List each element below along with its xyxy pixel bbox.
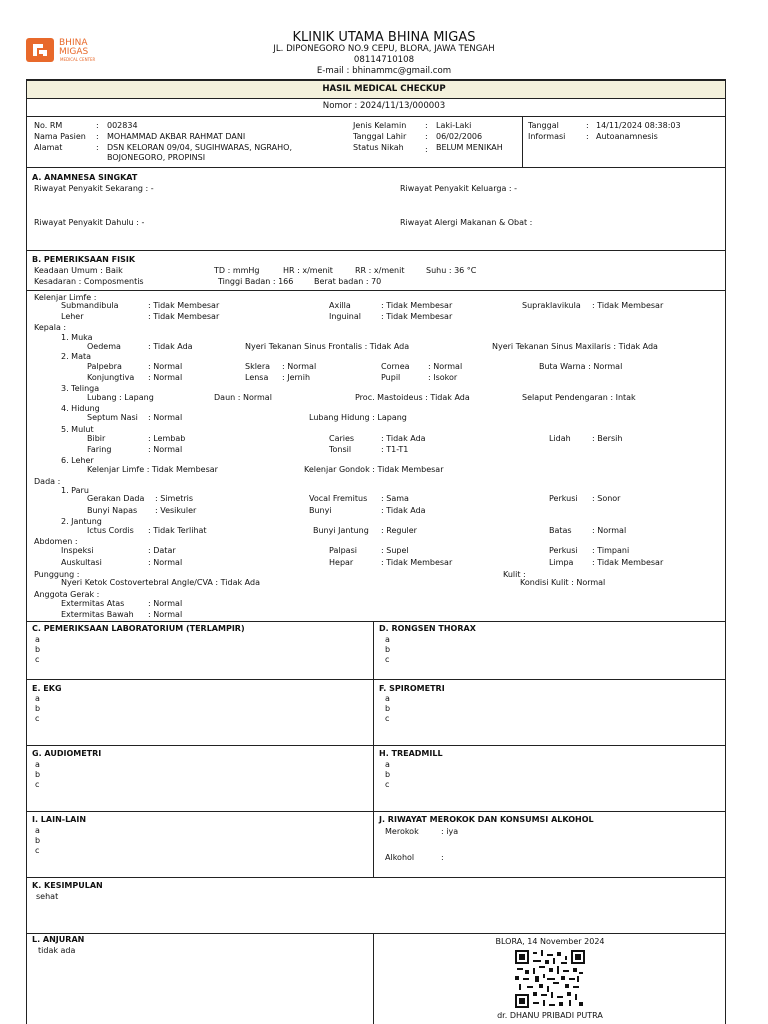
colon: : (586, 132, 589, 141)
gender-label: Jenis Kelamin (353, 121, 407, 130)
muka-heading: 1. Muka (61, 333, 93, 342)
section-a-heading: A. ANAMNESA SINGKAT (32, 173, 138, 182)
mulut-heading: 5. Mulut (61, 425, 94, 434)
section-l-heading: L. ANJURAN (32, 935, 85, 944)
limpa-value: : Tidak Membesar (592, 558, 664, 567)
palpebra-value: : Normal (148, 362, 183, 371)
info-label: Informasi (528, 132, 566, 141)
lidah-value: : Bersih (592, 434, 623, 443)
axilla-value: : Tidak Membesar (381, 301, 453, 310)
leher-label: Leher (61, 312, 84, 321)
gerakan-label: Gerakan Dada (87, 494, 145, 503)
alkohol-label: Alkohol (385, 853, 415, 862)
ekg-item-c: c (35, 714, 40, 723)
lubang: Lubang : Lapang (87, 393, 154, 402)
bunyi-value: : Tidak Ada (381, 506, 426, 515)
limpa-label: Limpa (549, 558, 574, 567)
mastoideus: Proc. Mastoideus : Tidak Ada (355, 393, 470, 402)
section-b-heading: B. PEMERIKSAAN FISIK (32, 255, 136, 264)
colon: : (425, 145, 428, 154)
audiometri-item-a: a (35, 760, 40, 769)
info-value: Autoanamnesis (596, 132, 658, 141)
audiometri-item-b: b (35, 770, 41, 779)
perkusi-value: : Sonor (592, 494, 621, 503)
rongsen-item-b: b (385, 645, 391, 654)
cva: Nyeri Ketok Costovertebral Angle/CVA : Tidak Ada (61, 578, 260, 587)
section-j-heading: J. RIWAYAT MEROKOK DAN KONSUMSI ALKOHOL (379, 815, 594, 824)
leher6-heading: 6. Leher (61, 456, 94, 465)
no-rm-label: No. RM (34, 121, 63, 130)
faring-value: : Normal (148, 445, 183, 454)
konjungtiva-label: Konjungtiva (87, 373, 135, 382)
colon: : (96, 132, 99, 141)
address-value-2: BOJONEGORO, PROPINSI (107, 153, 206, 162)
section-k-heading: K. KESIMPULAN (32, 881, 103, 890)
pupil-value: : Isokor (428, 373, 458, 382)
bunyi-jantung-label: Bunyi Jantung (313, 526, 369, 535)
vocal-value: : Sama (381, 494, 409, 503)
inspeksi-value: : Datar (148, 546, 176, 555)
perkusi2-label: Perkusi (549, 546, 578, 555)
leher-value: : Tidak Membesar (148, 312, 220, 321)
ekg-item-b: b (35, 704, 41, 713)
lain-item-a: a (35, 826, 40, 835)
advice-text: tidak ada (38, 946, 76, 955)
section-f-heading: F. SPIROMETRI (379, 684, 445, 693)
merokok-value: : iya (441, 827, 459, 836)
auskultasi-label: Auskultasi (61, 558, 102, 567)
atas-label: Extermitas Atas (61, 599, 125, 608)
oedema-label: Oedema (87, 342, 121, 351)
kondisi-kulit: Kondisi Kulit : Normal (520, 578, 606, 587)
bibir-label: Bibir (87, 434, 106, 443)
selaput: Selaput Pendengaran : Intak (522, 393, 636, 402)
treadmill-item-c: c (385, 780, 390, 789)
bibir-value: : Lembab (148, 434, 186, 443)
daun: Daun : Normal (214, 393, 272, 402)
kelenjar-limfe: Kelenjar Limfe : Tidak Membesar (87, 465, 218, 474)
vocal-label: Vocal Fremitus (309, 494, 368, 503)
current-illness: Riwayat Penyakit Sekarang : - (34, 184, 154, 193)
date-label: Tanggal (528, 121, 559, 130)
frontalis: Nyeri Tekanan Sinus Frontalis : Tidak Ada (245, 342, 410, 351)
doc-title: HASIL MEDICAL CHECKUP (322, 84, 446, 94)
hepar-label: Hepar (329, 558, 354, 567)
address-value-1: DSN KELORAN 09/04, SUGIHWARAS, NGRAHO, (107, 143, 292, 152)
ictus-value: : Tidak Terlihat (148, 526, 207, 535)
alkohol-value: : (441, 853, 444, 862)
buta-warna: Buta Warna : Normal (539, 362, 623, 371)
lubang-hidung: Lubang Hidung : Lapang (309, 413, 407, 422)
bunyi-label: Bunyi (309, 506, 332, 515)
dob-label: Tanggal Lahir (353, 132, 407, 141)
oedema-value: : Tidak Ada (148, 342, 193, 351)
clinic-phone: 08114710108 (353, 55, 415, 65)
hidung-heading: 4. Hidung (61, 404, 100, 413)
tonsil-value: : T1-T1 (381, 445, 409, 454)
section-c-heading: C. PEMERIKSAAN LABORATORIUM (TERLAMPIR) (32, 624, 245, 633)
bawah-value: : Normal (148, 610, 183, 619)
colon: : (96, 143, 99, 152)
konjungtiva-value: : Normal (148, 373, 183, 382)
signature-place-date: BLORA, 14 November 2024 (495, 937, 605, 946)
logo-text-2: MIGAS (59, 47, 89, 57)
weight: Berat badan : 70 (314, 277, 382, 286)
hepar-value: : Tidak Membesar (381, 558, 453, 567)
caries-value: : Tidak Ada (381, 434, 426, 443)
treadmill-item-a: a (385, 760, 390, 769)
marital-label: Status Nikah (353, 143, 404, 152)
bunyi-napas-label: Bunyi Napas (87, 506, 138, 515)
section-i-heading: I. LAIN-LAIN (32, 815, 87, 824)
perkusi2-value: : Timpani (592, 546, 630, 555)
section-e-heading: E. EKG (32, 684, 62, 693)
ekg-item-a: a (35, 694, 40, 703)
kelenjar-gondok: Kelenjar Gondok : Tidak Membesar (304, 465, 444, 474)
lidah-label: Lidah (549, 434, 571, 443)
paru-heading: 1. Paru (61, 486, 89, 495)
bunyi-napas-value: : Vesikuler (155, 506, 197, 515)
faring-label: Faring (87, 445, 112, 454)
lensa-label: Lensa (245, 373, 269, 382)
doc-number: Nomor : 2024/11/13/000003 (322, 101, 446, 111)
audiometri-item-c: c (35, 780, 40, 789)
logo-text-1: BHINA (59, 38, 88, 48)
spirometri-item-c: c (385, 714, 390, 723)
gerakan-value: : Simetris (155, 494, 194, 503)
consciousness: Kesadaran : Composmentis (34, 277, 144, 286)
jantung-heading: 2. Jantung (61, 517, 102, 526)
submandibula-value: : Tidak Membesar (148, 301, 220, 310)
name-value: MOHAMMAD AKBAR RAHMAT DANI (107, 132, 246, 141)
anggota-heading: Anggota Gerak : (34, 590, 100, 599)
clinic-email: E-mail : bhinammc@gmail.com (316, 66, 452, 76)
colon: : (586, 121, 589, 130)
septum-label: Septum Nasi (87, 413, 138, 422)
colon: : (96, 121, 99, 130)
treadmill-item-b: b (385, 770, 391, 779)
family-illness: Riwayat Penyakit Keluarga : - (400, 184, 518, 193)
rongsen-item-a: a (385, 635, 390, 644)
qr-code (515, 950, 585, 1008)
sklera-value: : Normal (282, 362, 317, 371)
section-h-heading: H. TREADMILL (379, 749, 443, 758)
mata-heading: 2. Mata (61, 352, 92, 361)
tonsil-label: Tonsil (329, 445, 352, 454)
inguinal-value: : Tidak Membesar (381, 312, 453, 321)
height: Tinggi Badan : 166 (218, 277, 294, 286)
septum-value: : Normal (148, 413, 183, 422)
temperature: Suhu : 36 °C (426, 266, 477, 275)
kulit-heading: Kulit : (503, 570, 526, 579)
caries-label: Caries (329, 434, 355, 443)
lab-item-c: c (35, 655, 40, 664)
kelenjar-heading: Kelenjar Limfe : (34, 293, 97, 302)
lain-item-b: b (35, 836, 41, 845)
supra-value: : Tidak Membesar (592, 301, 664, 310)
general-condition: Keadaan Umum : Baik (34, 266, 123, 275)
past-illness: Riwayat Penyakit Dahulu : - (34, 218, 145, 227)
pupil-label: Pupil (381, 373, 401, 382)
bawah-label: Extermitas Bawah (61, 610, 134, 619)
marital-value: BELUM MENIKAH (436, 143, 503, 152)
ictus-label: Ictus Cordis (87, 526, 134, 535)
atas-value: : Normal (148, 599, 183, 608)
colon: : (425, 132, 428, 141)
clinic-address: JL. DIPONEGORO NO.9 CEPU, BLORA, JAWA TENGAH (273, 44, 495, 54)
doctor-name: dr. DHANU PRIBADI PUTRA (497, 1011, 603, 1020)
conclusion-text: sehat (36, 892, 59, 901)
cornea-value: : Normal (428, 362, 463, 371)
maxilaris: Nyeri Tekanan Sinus Maxilaris : Tidak Ada (492, 342, 658, 351)
bunyi-jantung-value: : Reguler (381, 526, 417, 535)
spirometri-item-b: b (385, 704, 391, 713)
palpasi-value: : Supel (381, 546, 409, 555)
hr: HR : x/menit (283, 266, 333, 275)
batas-label: Batas (549, 526, 572, 535)
inguinal-label: Inguinal (329, 312, 361, 321)
palpebra-label: Palpebra (87, 362, 122, 371)
spirometri-item-a: a (385, 694, 390, 703)
dada-heading: Dada : (34, 477, 61, 486)
lensa-value: : Jernih (282, 373, 311, 382)
rr: RR : x/menit (355, 266, 405, 275)
address-label: Alamat (34, 143, 63, 152)
punggung-heading: Punggung : (34, 570, 80, 579)
cornea-label: Cornea (381, 362, 410, 371)
rongsen-item-c: c (385, 655, 390, 664)
name-label: Nama Pasien (34, 132, 86, 141)
lab-item-a: a (35, 635, 40, 644)
sklera-label: Sklera (245, 362, 271, 371)
lain-item-c: c (35, 846, 40, 855)
telinga-heading: 3. Telinga (61, 384, 100, 393)
batas-value: : Normal (592, 526, 627, 535)
no-rm-value: 002834 (107, 121, 138, 130)
date-value: 14/11/2024 08:38:03 (596, 121, 681, 130)
merokok-label: Merokok (385, 827, 419, 836)
section-d-heading: D. RONGSEN THORAX (379, 624, 476, 633)
abdomen-heading: Abdomen : (34, 537, 78, 546)
allergy: Riwayat Alergi Makanan & Obat : (400, 218, 533, 227)
supra-label: Supraklavikula (522, 301, 581, 310)
axilla-label: Axilla (329, 301, 351, 310)
colon: : (425, 121, 428, 130)
lab-item-b: b (35, 645, 41, 654)
submandibula-label: Submandibula (61, 301, 119, 310)
gender-value: Laki-Laki (436, 121, 472, 130)
clinic-name: KLINIK UTAMA BHINA MIGAS (292, 30, 476, 45)
td: TD : mmHg (214, 266, 260, 275)
perkusi-label: Perkusi (549, 494, 578, 503)
palpasi-label: Palpasi (329, 546, 357, 555)
inspeksi-label: Inspeksi (61, 546, 94, 555)
logo-tagline: MEDICAL CENTER (60, 57, 96, 62)
section-g-heading: G. AUDIOMETRI (32, 749, 102, 758)
kepala-heading: Kepala : (34, 323, 67, 332)
auskultasi-value: : Normal (148, 558, 183, 567)
dob-value: 06/02/2006 (436, 132, 483, 141)
